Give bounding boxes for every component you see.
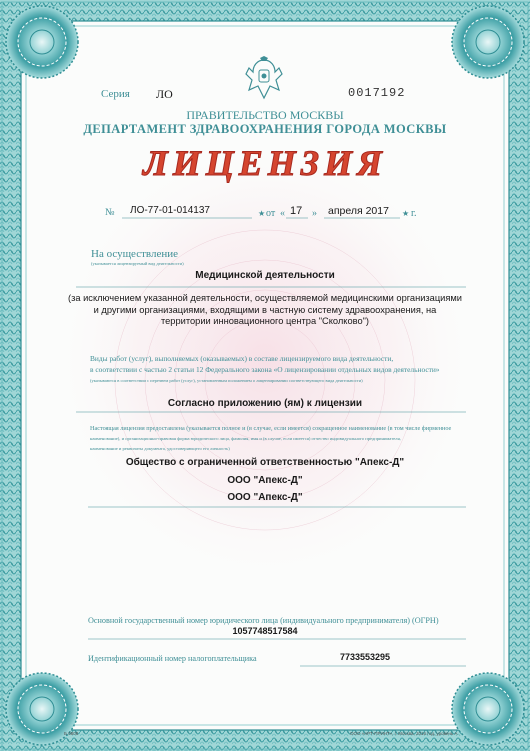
license-day: 17 xyxy=(290,205,303,217)
license-month-year: апреля 2017 xyxy=(328,205,389,217)
coat-of-arms-icon xyxy=(243,56,285,102)
inn-value: 7733553295 xyxy=(340,652,391,662)
svg-text:★: ★ xyxy=(402,209,410,218)
exclusion-line: и другими организациями, входящими в частную систему здравоохранения, на xyxy=(93,304,437,315)
ogrn-label: Основной государственный номер юридического лица (индивидуального предпринимателя) (ОГРН) xyxy=(88,616,439,625)
document-title: ЛИЦЕНЗИЯ xyxy=(143,143,387,183)
department-name: ДЕПАРТАМЕНТ ЗДРАВООХРАНЕНИЯ ГОРОДА МОСКВЫ xyxy=(83,122,447,136)
government-name: ПРАВИТЕЛЬСТВО МОСКВЫ xyxy=(186,108,344,122)
year-suffix: г. xyxy=(411,208,417,219)
licensee-full-name: Общество с ограниченной ответственностью "Апекс-Д" xyxy=(125,457,405,468)
works-line: Виды работ (услуг), выполняемых (оказываемых) в составе лицензируемого вида деятельности, xyxy=(90,354,394,363)
activity-label: На осуществление xyxy=(91,248,178,260)
license-number: ЛО-77-01-014137 xyxy=(130,205,210,216)
day-open-quote: « xyxy=(280,208,285,219)
day-close-quote: » xyxy=(312,208,317,219)
licensee-intro-line: наименование и реквизиты документа, удостоверяющего его личность) xyxy=(90,446,230,451)
licensee-short-name: ООО "Апекс-Д" xyxy=(227,475,303,486)
svg-text:★: ★ xyxy=(258,209,266,218)
licensee-intro-line: Настоящая лицензия предоставлена (указывается полное и (в случае, если имеется) сокращенное наименование (в том числе фирменное xyxy=(90,425,452,432)
exclusion-line: территории инновационного центра "Сколково") xyxy=(160,316,370,326)
blank-number: 0017192 xyxy=(348,86,406,100)
activity-type: Медицинской деятельности xyxy=(195,270,335,281)
exclusion-line: (за исключением указанной деятельности, осуществляемой медицинскими организациями xyxy=(67,293,462,303)
licensee-brand-name: ООО "Апекс-Д" xyxy=(227,492,303,503)
date-from-label: от xyxy=(266,208,276,219)
licensee-intro-line: наименование), и организационно-правовая форма юридического лица, фамилия, имя и (в случае, если имеется) отчество индивидуального предпринимателя, xyxy=(90,436,401,441)
works-value: Согласно приложению (ям) к лицензии xyxy=(167,398,363,409)
footer-code: Б 0808 xyxy=(64,731,79,736)
number-sign: № xyxy=(105,207,115,218)
licensee-intro xyxy=(90,424,451,454)
works-description xyxy=(90,353,440,375)
works-hint: (указываются в соответствии с перечнем работ (услуг), установленным положением о лицензировании соответствующего вида деятельности) xyxy=(90,378,363,383)
activity-exclusion xyxy=(0,293,530,328)
works-line: в соответствии с частью 2 статьи 12 Федерального закона «О лицензировании отдельных видов деятельности» xyxy=(90,365,440,374)
inn-label: Идентификационный номер налогоплательщика xyxy=(88,654,257,663)
series-value: ЛО xyxy=(156,87,173,101)
footer-printer: ООО «АРТ-ПРИНТ», г. Москва, 2016 год, уровень А xyxy=(350,731,458,736)
activity-hint: (указывается лицензируемый вид деятельности) xyxy=(91,261,184,266)
series-label: Серия xyxy=(101,88,130,100)
ogrn-value: 1057748517584 xyxy=(232,626,298,636)
